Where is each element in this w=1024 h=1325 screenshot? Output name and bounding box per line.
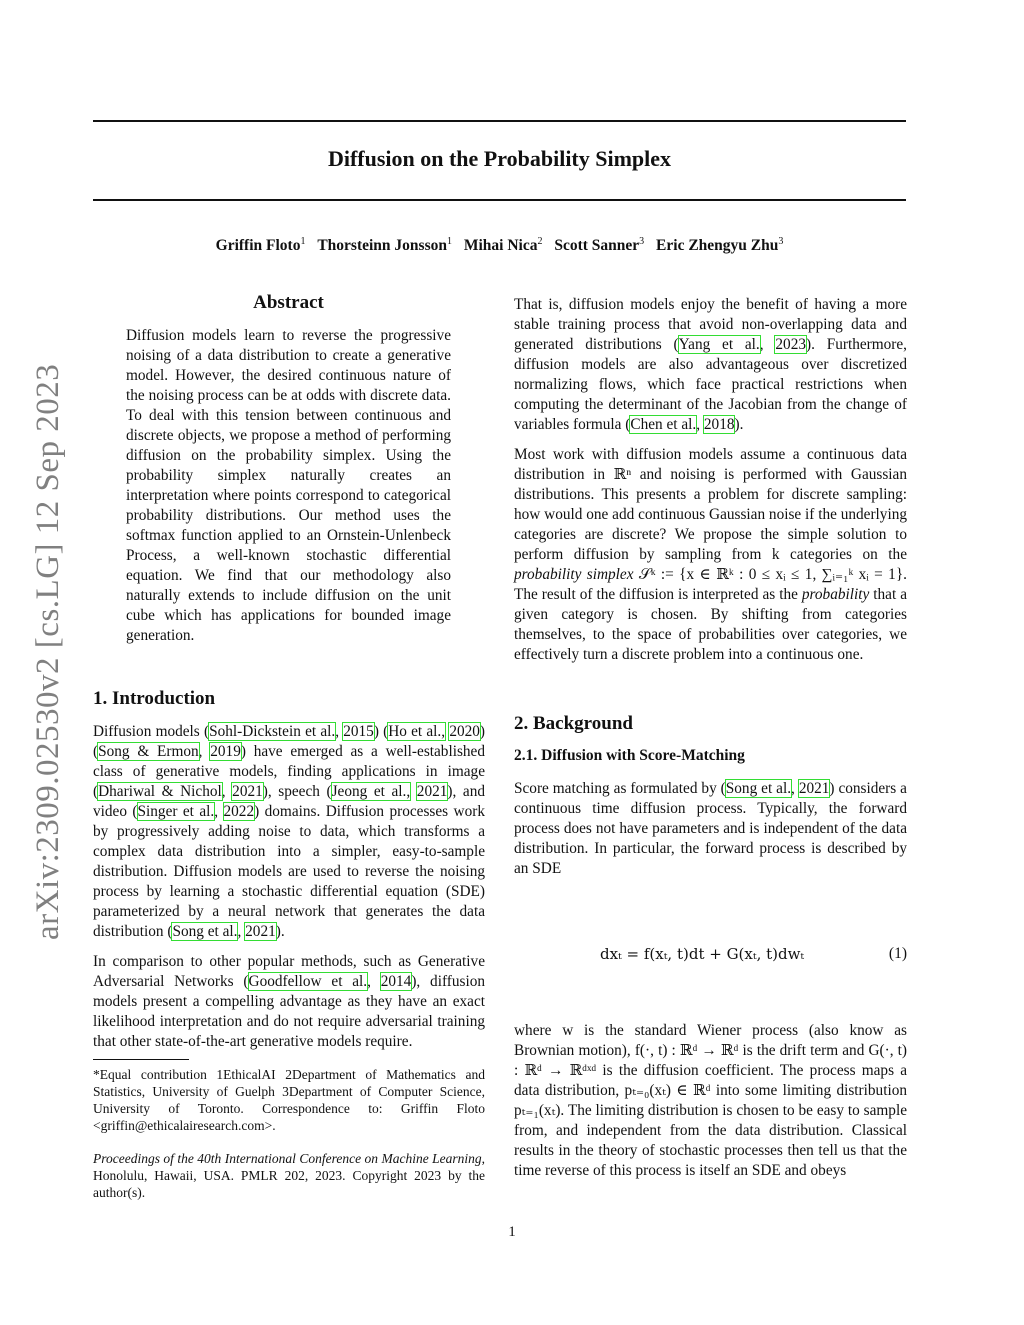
citation-link[interactable]: Song & Ermon (98, 743, 199, 760)
footnote-rule (93, 1059, 189, 1060)
citation-link[interactable]: Ho et al., (388, 723, 446, 740)
citation-link[interactable]: Song et al. (725, 780, 792, 797)
score-matching-body (514, 779, 907, 879)
author: Thorsteinn Jonsson$^1$ (317, 236, 452, 255)
citation-link[interactable]: 2014 (380, 973, 412, 990)
sde-description (514, 1021, 907, 1181)
intro-paragraph-2: In comparison to other popular methods, such as Generative Adversarial Networks (Goodfellow et al., 2014), diffusion models present a compelling advantage as they have an exact likelihood interpretation and do not require adversarial training that other state-of-the-art generative models require. (93, 953, 486, 1050)
abstract-body (126, 326, 451, 646)
arxiv-sidebar-stamp: arXiv:2309.02530v2 [cs.LG] 12 Sep 2023 (30, 363, 66, 940)
citation-link[interactable]: 2022 (223, 803, 255, 820)
right-paragraph-2: Most work with diffusion models assume a continuous data distribution in ℝⁿ and noising is performed with Gaussian distributions. This presents a problem for discrete sampling: how would one add continuous Gaussian noise if the underlying categories are discrete? We propose the simple solution to perform diffusion by sampling from k categories on the probability simplex 𝒮ᵏ := {x ∈ ℝᵏ : 0 ≤ xᵢ ≤ 1, ∑ᵢ₌₁ᵏ xᵢ = 1}. The result of the diffusion is interpreted as the probability that a given category is chosen. By shifting from categories themselves, to the space of probabilities over categories, we effectively turn a discrete problem into a continuous one. (514, 446, 907, 663)
citation-link[interactable]: 2015 (343, 723, 374, 740)
author: Mihai Nica$^2$ (463, 236, 543, 255)
citation-link[interactable]: Singer et al. (137, 803, 215, 820)
title-top-rule (93, 120, 906, 122)
abstract-heading: Abstract (253, 292, 324, 313)
intro-body (93, 722, 485, 1052)
author: Eric Zhengyu Zhu$^3$ (656, 236, 784, 255)
citation-link[interactable]: Song et al. (172, 923, 238, 940)
footnotes (93, 1066, 485, 1201)
author-list (93, 236, 906, 255)
right-paragraph-1: That is, diffusion models enjoy the benefit of having a more stable training process that avoid non-overlapping data and generated distributions (Yang et al., 2023). Furthermore, diffusion models are also advantageous over discretized normalizing flows, which face practical restrictions when computing the determinant of the Jacobian from the change of variables formula (Chen et al., 2018). (514, 296, 908, 433)
footnote-affiliations: *Equal contribution 1EthicalAI 2Department of Mathematics and Statistics, University of Guelph 3Department of Computer Science, University of Toronto. Correspondence to: Griffin Floto <griffin@ethicalairesearch.com>. (93, 1067, 485, 1133)
right-paragraph-3: Score matching as formulated by (Song et al., 2021) considers a continuous time diffusion process. Typically, the forward process does not have parameters and is independent of the data distribution. In particular, the forward process is described by an SDE (514, 780, 907, 877)
citation-link[interactable]: 2019 (210, 743, 241, 760)
page-number: 1 (508, 1224, 516, 1240)
citation-link[interactable]: Yang et al. (678, 336, 760, 353)
citation-link[interactable]: Dhariwal & Nichol (98, 783, 222, 800)
citation-link[interactable]: Jeong et al., (331, 783, 411, 800)
citation-link[interactable]: Goodfellow et al. (248, 973, 368, 990)
author: Griffin Floto$^1$ (215, 236, 306, 255)
subsection-heading: 2.1. Diffusion with Score-Matching (514, 747, 745, 764)
citation-link[interactable]: 2018 (703, 416, 735, 433)
citation-link[interactable]: 2021 (798, 780, 830, 797)
footnote-proceedings: Proceedings of the 40th International Conference on Machine Learning, Honolulu, Hawaii, USA. PMLR 202, 2023. Copyright 2023 by the author(s). (93, 1151, 485, 1200)
author: Scott Sanner$^3$ (554, 236, 645, 255)
citation-link[interactable]: 2021 (245, 923, 276, 940)
citation-link[interactable]: 2021 (416, 783, 448, 800)
right-column-top (514, 295, 907, 665)
title-bottom-rule (93, 199, 906, 201)
right-paragraph-4: where w is the standard Wiener process (also know as Brownian motion), f(·, t) : ℝᵈ → ℝᵈ is the drift term and G(·, t) : ℝᵈ → ℝᵈˣᵈ is the diffusion coefficient. The process maps a data distribution, pₜ₌₀(xₜ) ∈ ℝᵈ into some limiting distribution pₜ₌₁(xₜ). The limiting distribution is chosen to be easy to sample from, and independent from the data distribution. Classical results in the theory of stochastic processes then tell us that the time reverse of this process is itself an SDE and obeys (514, 1022, 907, 1179)
citation-link[interactable]: 2020 (449, 723, 480, 740)
equation-expression: dxₜ = f(xₜ, t)dt + G(xₜ, t)dwₜ (600, 945, 805, 963)
citation-link[interactable]: 2023 (775, 336, 806, 353)
paper-title: Diffusion on the Probability Simplex (327, 146, 672, 171)
citation-link[interactable]: Sohl-Dickstein et al. (209, 723, 336, 740)
background-heading: 2. Background (514, 713, 633, 734)
intro-heading: 1. Introduction (93, 688, 216, 709)
abstract-text: Diffusion models learn to reverse the progressive noising of a data distribution to create a generative model. However, the desired continuous nature of the noising process can be at odds with discrete data. To deal with this tension between continuous and discrete objects, we propose a method of performing diffusion on the probability simplex. Using the probability simplex naturally creates an interpretation where points correspond to categorical probability distributions. Our method uses the softmax function applied to an Ornstein-Unlenbeck Process, a well-known stochastic differential equation. We find that our methodology also naturally extends to include diffusion on the unit cube which has applications for bounded image generation. (126, 327, 451, 644)
equation-number: (1) (888, 945, 907, 962)
citation-link[interactable]: Chen et al. (630, 416, 697, 433)
citation-link[interactable]: 2021 (232, 783, 263, 800)
intro-paragraph-1: Diffusion models (Sohl-Dickstein et al., 2015) (Ho et al., 2020) (Song & Ermon, 2019) have emerged as a well-established class of generative models, finding applications in image (Dhariwal & Nichol, 2021), speech (Jeong et al., 2021), and video (Singer et al., 2022) domains. Diffusion processes work by progressively adding noise to data, which transforms a complex data distribution into a simpler, easy-to-sample distribution. Diffusion models are used to reverse the noising process by learning a stochastic differential equation (SDE) parameterized by a neural network that generates the data distribution (Song et al., 2021). (93, 723, 486, 940)
